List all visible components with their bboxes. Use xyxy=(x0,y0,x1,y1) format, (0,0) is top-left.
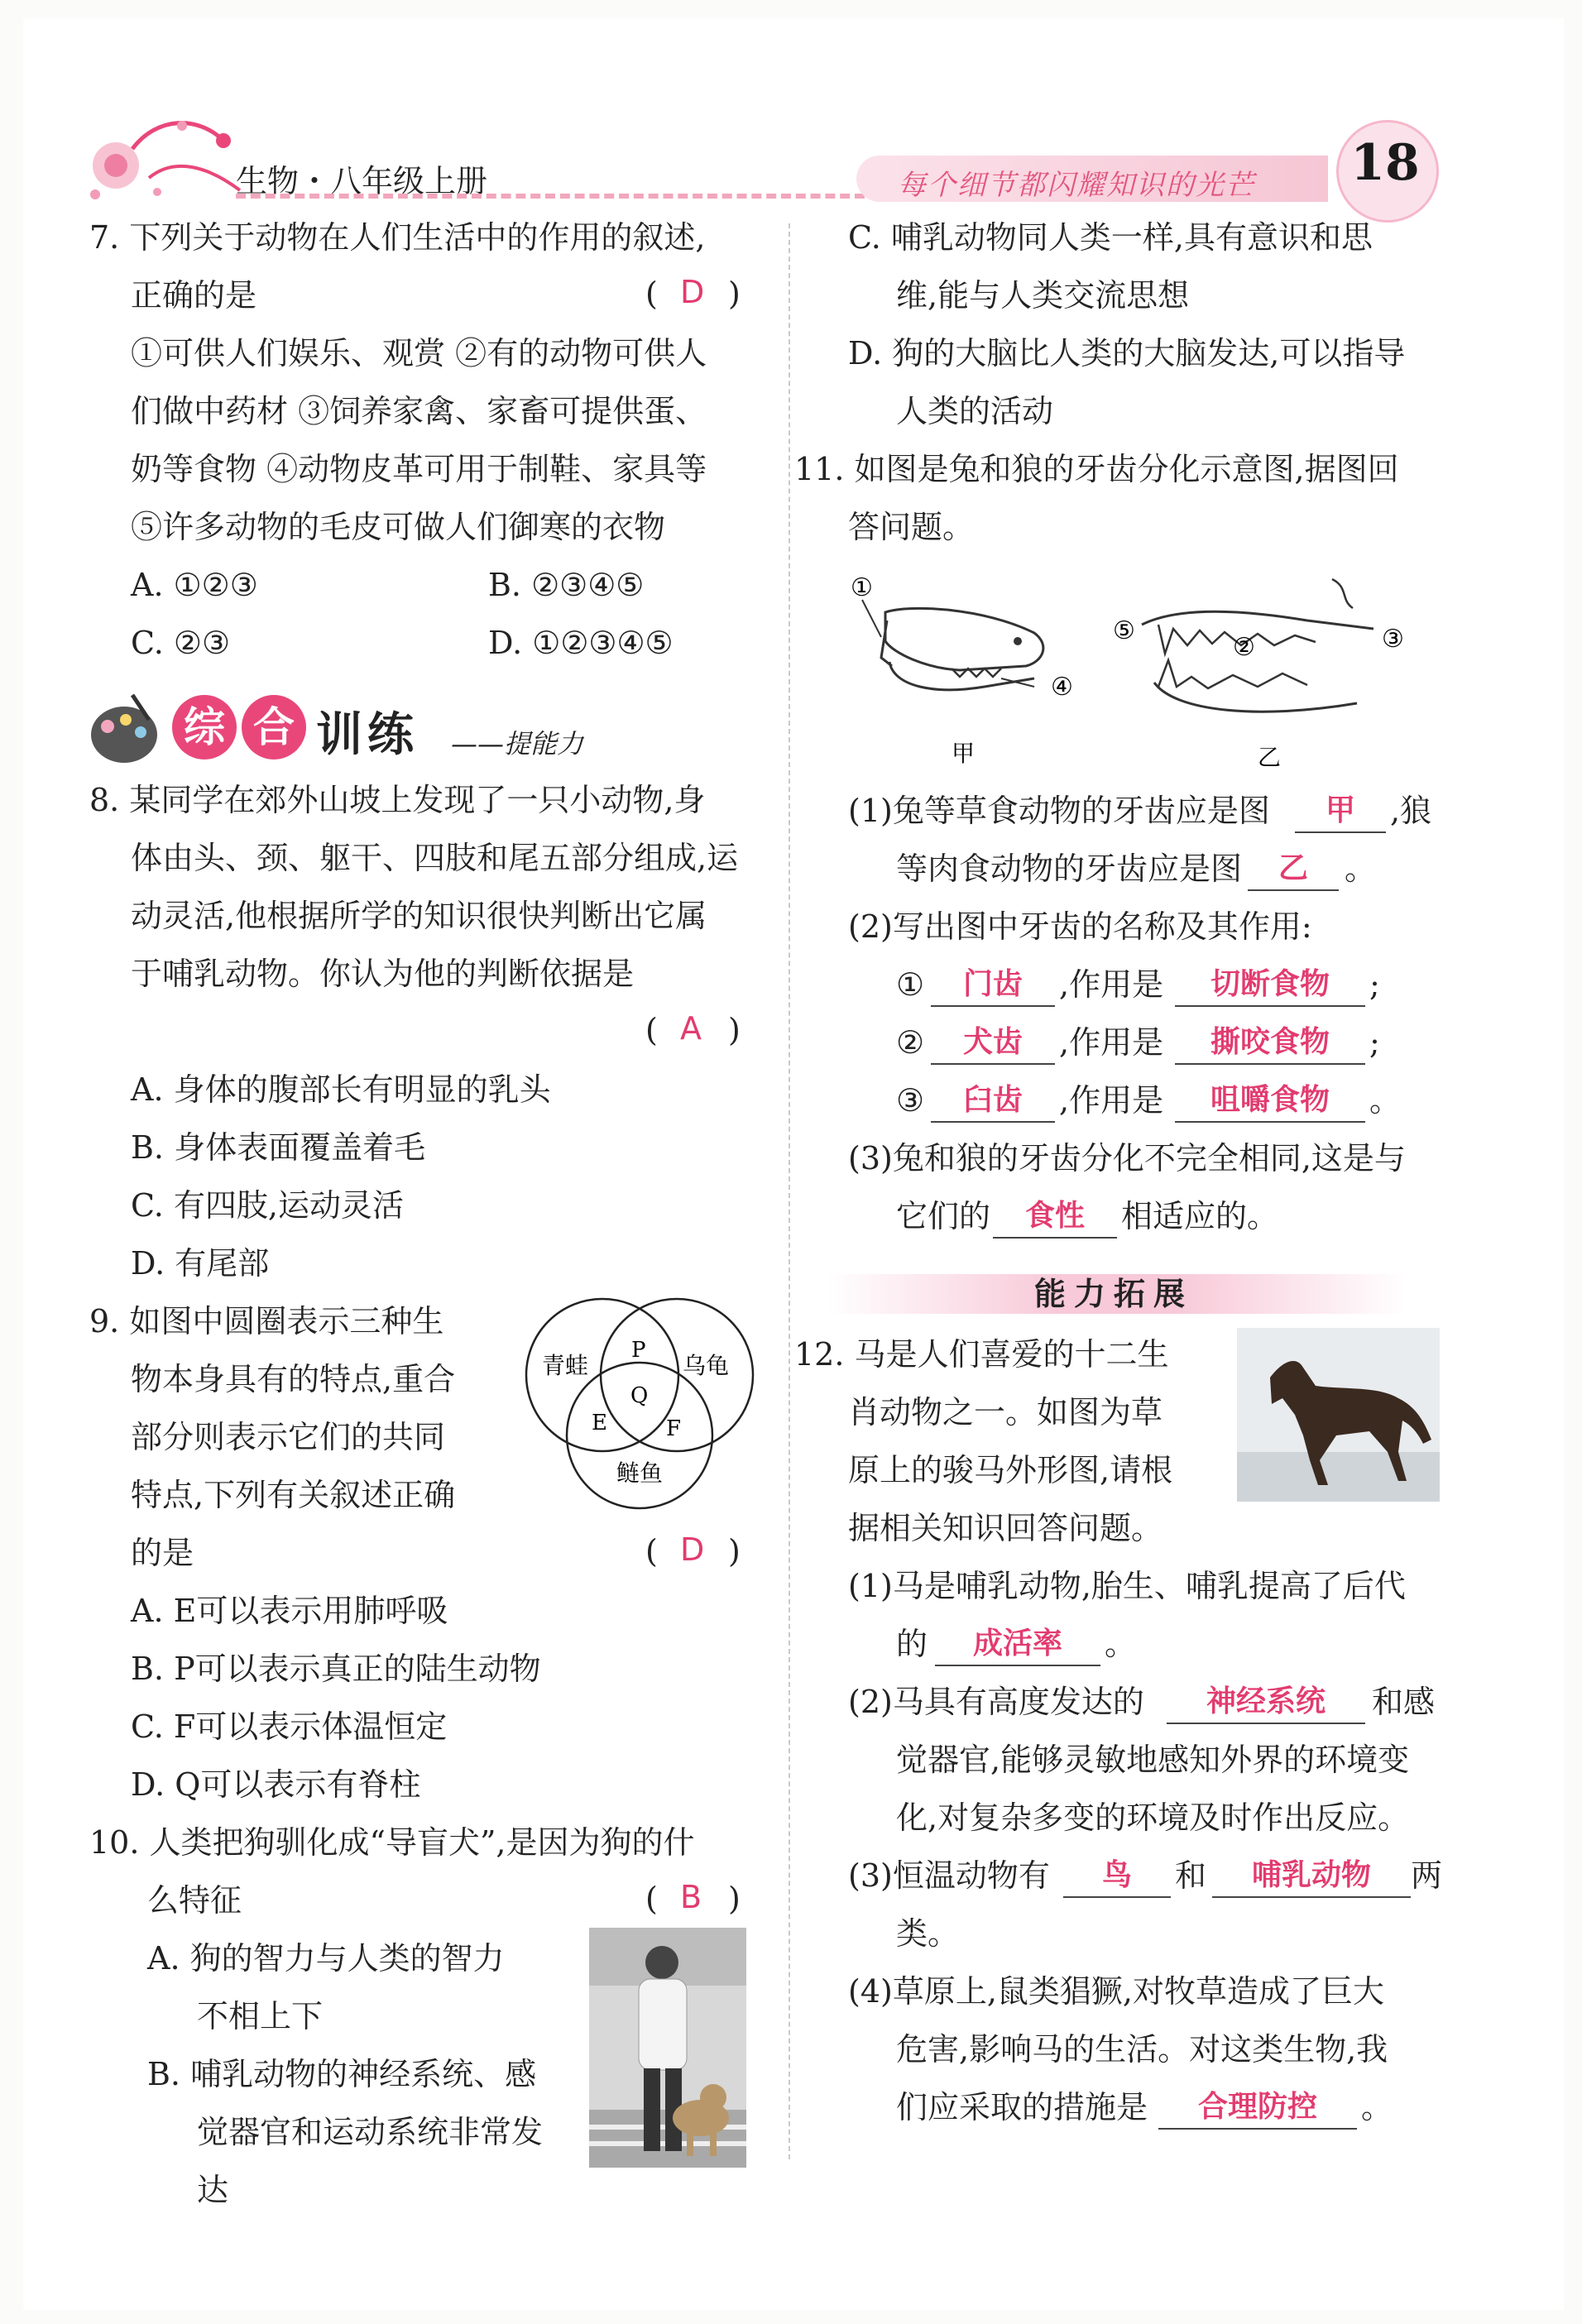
q10-option-d-line2: 人类的活动 xyxy=(896,393,1054,429)
q10-option-c-line2: 维,能与人类交流思想 xyxy=(896,277,1190,314)
q8-option-a: A. 身体的腹部长有明显的乳头 xyxy=(131,1071,551,1108)
wolf-teeth-drawing xyxy=(1142,579,1373,712)
q12-part1-a: (1)马是哺乳动物,胎生、哺乳提高了后代 xyxy=(848,1568,1406,1604)
q12-part2-d: 化,对复杂多变的环境及时作出反应。 xyxy=(896,1799,1410,1836)
fig-label-2: ② xyxy=(1233,633,1255,662)
q11-part1-d: 。 xyxy=(1345,851,1377,887)
q12-part3-a: (3)恒温动物有 xyxy=(848,1857,1050,1894)
q11-part1-a: (1)兔等草食动物的牙齿应是图 xyxy=(848,793,1270,829)
q9-stem-line2: 物本身具有的特点,重合 xyxy=(131,1361,456,1397)
q7-stem-line2: 正确的是 xyxy=(131,277,257,314)
header-motto: 每个细节都闪耀知识的光芒 xyxy=(898,169,1255,202)
q11-tooth1-mid: ,作用是 xyxy=(1059,966,1164,1003)
q12-part1-c: 。 xyxy=(1105,1626,1137,1662)
q9-answer: D xyxy=(680,1531,705,1568)
q12-part3-c: 两 xyxy=(1411,1857,1443,1894)
q12-blank-1[interactable]: 成活率 xyxy=(935,1623,1100,1666)
q7-option-a: A. ①②③ xyxy=(131,567,258,603)
fig-label-yi: 乙 xyxy=(1258,744,1282,771)
q8-answer: A xyxy=(680,1010,702,1047)
q11-part1-b: ,狼 xyxy=(1390,793,1432,829)
ability-title: 能力拓展 xyxy=(1034,1276,1194,1312)
q12-part2-c: 觉器官,能够灵敏地感知外界的环境变 xyxy=(896,1742,1410,1778)
q12-blank-2[interactable]: 神经系统 xyxy=(1167,1681,1365,1724)
q10-stem-line2: 么特征 xyxy=(147,1882,242,1919)
q12-part2-b: 和感 xyxy=(1372,1684,1436,1720)
q10-paren-close: ) xyxy=(728,1881,741,1917)
q10-option-b-line1: B. 哺乳动物的神经系统、感 xyxy=(147,2056,537,2092)
q10-option-c-line1: C. 哺乳动物同人类一样,具有意识和思 xyxy=(848,219,1373,256)
fig-label-4: ④ xyxy=(1051,673,1073,702)
q11-tooth1-num: ① xyxy=(896,966,925,1003)
q11-blank-1[interactable]: 甲 xyxy=(1295,790,1386,833)
guide-dog-photo xyxy=(589,1928,746,2168)
q9-stem-line5: 的是 xyxy=(131,1535,194,1571)
q12-blank-3b[interactable]: 哺乳动物 xyxy=(1212,1855,1411,1898)
venn-label-q: Q xyxy=(630,1383,649,1408)
venn-label-f: F xyxy=(666,1416,682,1441)
q11-part3-b: 它们的 xyxy=(896,1198,991,1234)
fig-label-1: ① xyxy=(851,573,873,602)
q11-tooth3-num: ③ xyxy=(896,1082,925,1119)
q12-part3-b: 和 xyxy=(1175,1857,1207,1894)
fig-label-jia: 甲 xyxy=(952,740,976,767)
q12-part2-a: (2)马具有高度发达的 xyxy=(848,1684,1144,1720)
q7-option-d: D. ①②③④⑤ xyxy=(488,625,674,661)
floral-ornament-icon xyxy=(83,99,256,207)
q11-tooth3-use[interactable]: 咀嚼食物 xyxy=(1175,1080,1365,1123)
q11-tooth3-name[interactable]: 臼齿 xyxy=(931,1080,1055,1123)
q10-option-b-line3: 达 xyxy=(197,2172,229,2208)
q10-option-a-line1: A. 狗的智力与人类的智力 xyxy=(147,1940,505,1977)
q7-answer: D xyxy=(680,274,705,310)
venn-diagram xyxy=(513,1291,761,1514)
q8-paren-close: ) xyxy=(728,1012,741,1048)
q11-part3-c: 相适应的。 xyxy=(1121,1198,1279,1234)
q10-option-b-line2: 觉器官和运动系统非常发 xyxy=(197,2114,544,2150)
q9-option-a: A. E可以表示用肺呼吸 xyxy=(131,1593,448,1629)
venn-label-carp: 鲢鱼 xyxy=(616,1459,664,1487)
q8-option-d: D. 有尾部 xyxy=(131,1245,270,1282)
q7-item-line4: ⑤许多动物的毛皮可做人们御寒的衣物 xyxy=(131,509,666,545)
q8-option-c: C. 有四肢,运动灵活 xyxy=(131,1187,404,1224)
q7-item-line3: 奶等食物 ④动物皮革可用于制鞋、家具等 xyxy=(131,451,707,487)
q11-part3-a: (3)兔和狼的牙齿分化不完全相同,这是与 xyxy=(848,1140,1406,1176)
q10-paren-open: ( xyxy=(645,1881,658,1917)
q11-tooth1-end: ; xyxy=(1369,966,1380,1003)
q11-tooth2-mid: ,作用是 xyxy=(1059,1024,1164,1061)
q7-paren-open: ( xyxy=(645,276,658,312)
q10-answer: B xyxy=(680,1879,702,1915)
q7-item-line1: ①可供人们娱乐、观赏 ②有的动物可供人 xyxy=(131,335,707,371)
fig-label-5: ⑤ xyxy=(1113,616,1135,645)
q11-tooth2-name[interactable]: 犬齿 xyxy=(931,1022,1055,1065)
page-number: 18 xyxy=(1350,134,1420,192)
q11-blank-2[interactable]: 乙 xyxy=(1248,848,1339,891)
q7-option-c: C. ②③ xyxy=(131,625,231,661)
rabbit-skull-drawing xyxy=(881,608,1043,689)
q10-stem-line1: 10. 人类把狗驯化成“导盲犬”,是因为狗的什 xyxy=(89,1824,695,1861)
q11-tooth3-end: 。 xyxy=(1369,1082,1402,1119)
q12-blank-4[interactable]: 合理防控 xyxy=(1158,2087,1357,2130)
section-char-2: 合 xyxy=(242,695,306,759)
q11-tooth1-name[interactable]: 门齿 xyxy=(931,964,1055,1007)
q12-part4-d: 。 xyxy=(1361,2089,1393,2125)
q8-paren-open: ( xyxy=(645,1012,658,1048)
q11-tooth2-end: ; xyxy=(1369,1024,1380,1061)
q11-part2: (2)写出图中牙齿的名称及其作用: xyxy=(848,908,1312,945)
q12-stem-line3: 原上的骏马外形图,请根 xyxy=(848,1452,1173,1488)
q12-stem-line4: 据相关知识回答问题。 xyxy=(848,1510,1163,1546)
header-dashed-line xyxy=(236,194,865,199)
q8-stem-line4: 于哺乳动物。你认为他的判断依据是 xyxy=(131,956,635,992)
q9-option-c: C. F可以表示体温恒定 xyxy=(131,1708,448,1745)
painter-mascot-icon xyxy=(83,687,165,769)
venn-label-e: E xyxy=(592,1411,607,1435)
q11-tooth1-use[interactable]: 切断食物 xyxy=(1175,964,1365,1007)
q7-option-b: B. ②③④⑤ xyxy=(488,567,645,603)
q10-option-a-line2: 不相上下 xyxy=(197,1998,324,2034)
horse-photo xyxy=(1237,1328,1440,1502)
q12-part1-b: 的 xyxy=(896,1626,928,1662)
q9-paren-close: ) xyxy=(728,1533,741,1569)
q10-option-d-line1: D. 狗的大脑比人类的大脑发达,可以指导 xyxy=(848,335,1406,371)
q11-tooth2-num: ② xyxy=(896,1024,925,1061)
q12-stem-line2: 肖动物之一。如图为草 xyxy=(848,1394,1163,1430)
section-char-1: 综 xyxy=(172,695,237,759)
q8-stem-line2: 体由头、颈、躯干、四肢和尾五部分组成,运 xyxy=(131,840,739,876)
q11-stem-line2: 答问题。 xyxy=(848,509,975,545)
column-divider xyxy=(789,223,790,2159)
section-banner xyxy=(83,680,596,771)
q12-part4-b: 危害,影响马的生活。对这类生物,我 xyxy=(896,2031,1388,2068)
venn-label-turtle: 乌龟 xyxy=(683,1352,730,1379)
q11-stem-line1: 11. 如图是兔和狼的牙齿分化示意图,据图回 xyxy=(794,451,1399,487)
book-subject-title: 生物・八年级上册 xyxy=(236,163,488,199)
q11-blank-3[interactable]: 食性 xyxy=(993,1196,1117,1239)
q8-option-b: B. 身体表面覆盖着毛 xyxy=(131,1129,426,1166)
q12-part3-d: 类。 xyxy=(896,1915,960,1952)
teeth-diagram xyxy=(844,563,1440,778)
section-subtitle: ——提能力 xyxy=(451,728,584,759)
q7-stem-line1: 7. 下列关于动物在人们生活中的作用的叙述, xyxy=(89,219,706,256)
q9-paren-open: ( xyxy=(645,1533,658,1569)
q7-item-line2: 们做中药材 ③饲养家禽、家畜可提供蛋、 xyxy=(131,393,707,429)
q9-option-d: D. Q可以表示有脊柱 xyxy=(131,1766,421,1803)
q11-tooth2-use[interactable]: 撕咬食物 xyxy=(1175,1022,1365,1065)
q9-stem-line1: 9. 如图中圆圈表示三种生 xyxy=(89,1303,444,1339)
q8-stem-line3: 动灵活,他根据所学的知识很快判断出它属 xyxy=(131,898,707,934)
section-title-rest: 训练 xyxy=(316,708,419,762)
venn-label-frog: 青蛙 xyxy=(542,1352,589,1379)
q9-stem-line3: 部分则表示它们的共同 xyxy=(131,1419,446,1455)
fig-label-3: ③ xyxy=(1382,625,1404,654)
venn-label-p: P xyxy=(631,1338,646,1363)
q12-part4-c: 们应采取的措施是 xyxy=(896,2089,1148,2125)
q8-stem-line1: 8. 某同学在郊外山坡上发现了一只小动物,身 xyxy=(89,782,706,818)
q11-part1-c: 等肉食动物的牙齿应是图 xyxy=(896,851,1243,887)
q11-tooth3-mid: ,作用是 xyxy=(1059,1082,1164,1119)
q12-part4-a: (4)草原上,鼠类猖獗,对牧草造成了巨大 xyxy=(848,1973,1384,2010)
q9-stem-line4: 特点,下列有关叙述正确 xyxy=(131,1477,456,1513)
q12-stem-line1: 12. 马是人们喜爱的十二生 xyxy=(794,1336,1169,1373)
q9-option-b: B. P可以表示真正的陆生动物 xyxy=(131,1651,541,1687)
q7-paren-close: ) xyxy=(728,276,741,312)
q12-blank-3a[interactable]: 鸟 xyxy=(1063,1855,1171,1898)
